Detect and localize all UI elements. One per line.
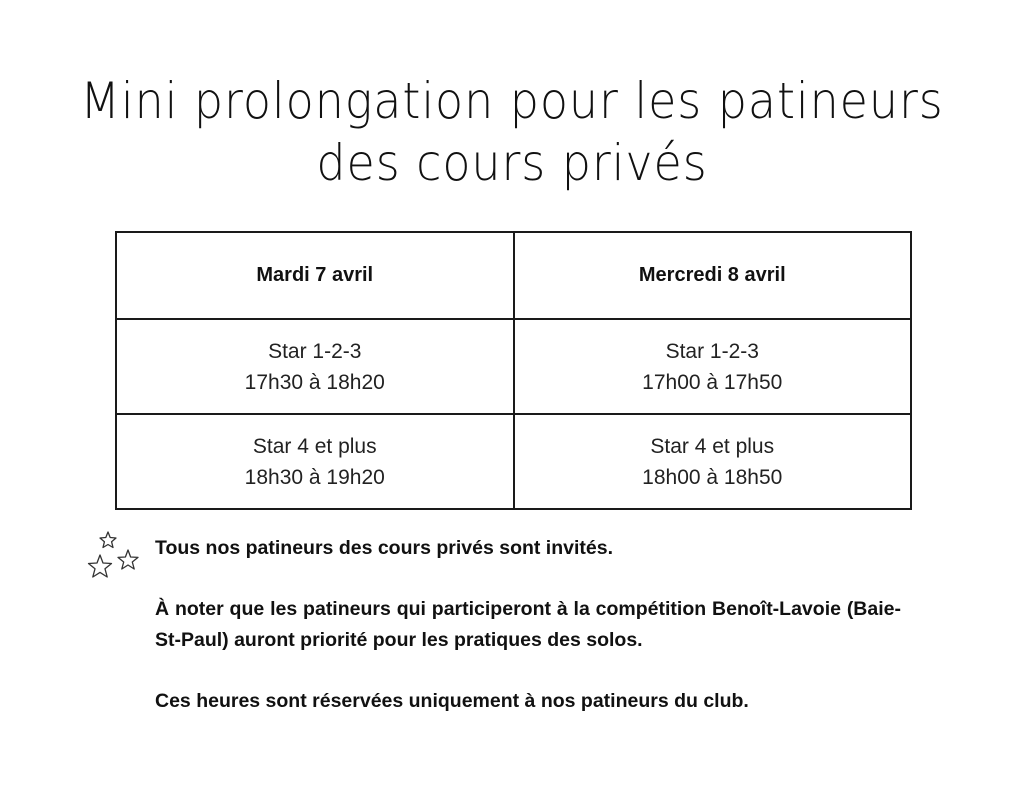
cell-time: 18h00 à 18h50 bbox=[642, 465, 783, 489]
cell-group: Star 1-2-3 bbox=[665, 339, 759, 363]
table-cell bbox=[116, 414, 514, 509]
note-reserved: Ces heures sont réservées uniquement à nos patineurs du club. bbox=[155, 690, 749, 712]
header-wednesday: Mercredi 8 avril bbox=[514, 232, 912, 319]
table-row bbox=[116, 414, 911, 509]
page-title bbox=[41, 70, 983, 194]
stars-icon bbox=[86, 528, 146, 588]
schedule-table bbox=[115, 231, 912, 510]
star-large-icon bbox=[89, 555, 112, 577]
note-invite: Tous nos patineurs des cours privés sont invités. bbox=[155, 537, 614, 559]
cell-time: 17h30 à 18h20 bbox=[244, 370, 385, 394]
star-small-icon bbox=[100, 532, 116, 548]
cell-time: 17h00 à 17h50 bbox=[642, 370, 783, 394]
cell-time: 18h30 à 19h20 bbox=[244, 465, 385, 489]
note-priority: À noter que les patineurs qui participeront à la compétition Benoît-Lavoie (Baie-St-Paul) auront priorité pour les pratiques des solos. bbox=[155, 598, 901, 651]
table-cell bbox=[116, 319, 514, 414]
title-line-2: des cours privés bbox=[316, 134, 708, 192]
cell-group: Star 4 et plus bbox=[252, 434, 377, 458]
notes-block bbox=[155, 533, 901, 717]
cell-group: Star 1-2-3 bbox=[268, 339, 362, 363]
star-medium-icon bbox=[118, 550, 138, 569]
table-row bbox=[116, 319, 911, 414]
title-line-1: Mini prolongation pour les patineurs bbox=[80, 72, 944, 130]
header-tuesday: Mardi 7 avril bbox=[116, 232, 514, 319]
cell-group: Star 4 et plus bbox=[650, 434, 775, 458]
table-cell bbox=[514, 414, 912, 509]
table-cell bbox=[514, 319, 912, 414]
table-header-row bbox=[116, 232, 911, 319]
